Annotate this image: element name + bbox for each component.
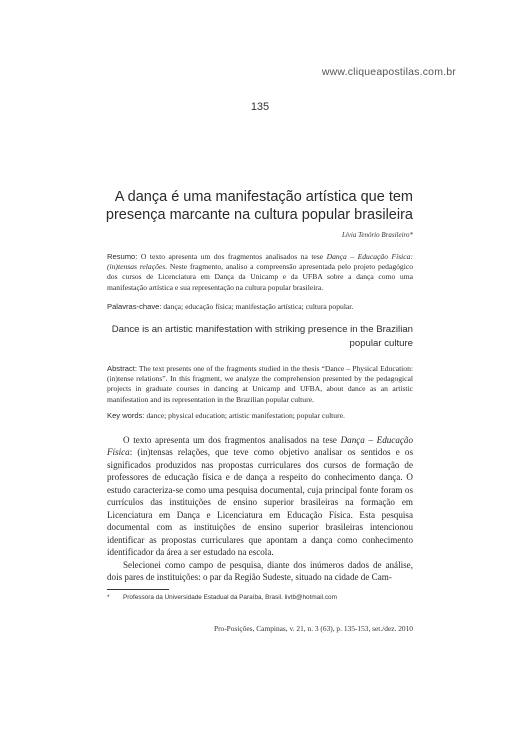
body-p1-rest: : (in)tensas relações, que teve como objetivo analisar os sentidos e os significados produzidos nas propostas curriculares dos cursos de formação de professores de educação física e de dança a respeito do conhecimento dança. O estudo caracteriza-se como uma pesquisa documental, cuja principal fonte foram os currículos das instituições de ensino superior brasileiras na formação em Licenciatura em Dança e Licenciatura em Educação Física. Esta pesquisa documental com as instituições de ensino superior brasileiras intencionou identificar as propostas curriculares que apontam a dança como conhecimento identificador da área a ser estudado na escola. xyxy=(107,447,413,558)
footnote-text: Professora da Universidade Estadual da Paraíba, Brasil. livtb@hotmail.com xyxy=(123,594,337,601)
resumo-block xyxy=(107,252,413,293)
footnote-rule xyxy=(107,589,169,590)
body-paragraph-2: Selecionei como campo de pesquisa, diante dos inúmeros dados de análise, dois pares de instituições: o par da Região Sudeste, situado na cidade de Cam- xyxy=(107,559,413,582)
body-p1-start: O texto apresenta um dos fragmentos analisados na tese xyxy=(123,435,341,445)
palavras-chave-text: dança; educação física; manifestação artística; cultura popular. xyxy=(161,302,354,311)
body-paragraph-1 xyxy=(107,434,413,559)
footnote-marker: * xyxy=(107,594,110,601)
page-number: 135 xyxy=(250,101,270,113)
palavras-chave-block xyxy=(107,302,413,312)
footnote xyxy=(107,594,413,601)
abstract-block xyxy=(107,364,413,405)
keywords-block xyxy=(107,411,413,421)
site-url[interactable]: www.cliqueapostilas.com.br xyxy=(321,66,456,78)
body-p1-thesis-title: Dança – Educação Física xyxy=(107,435,414,458)
article-title-en: Dance is an artistic manifestation with striking presence in the Brazilian popular culture xyxy=(111,324,413,349)
keywords-label: Key words: xyxy=(107,411,145,420)
article-title-pt: A dança é uma manifestação artística que tem presença marcante na cultura popular brasileira xyxy=(105,189,413,223)
abstract-text: The text presents one of the fragments studied in the thesis “Dance – Physical Education: (in)tense relations”. In this fragment, we analyze the comprehension presented by the pedagogical projects in graduate courses in dancing at Unicamp and UFBA, about dance as an artistic manifestation and its representation in the Brazilian popular culture. xyxy=(107,364,413,404)
resumo-label: Resumo: xyxy=(107,252,138,261)
author-name: Lívia Tenório Brasileiro* xyxy=(341,231,413,239)
abstract-label: Abstract: xyxy=(107,364,137,373)
journal-citation: Pro-Posições, Campinas, v. 21, n. 3 (63), p. 135-153, set./dez. 2010 xyxy=(213,624,413,633)
keywords-text: dance; physical education; artistic manifestation; popular culture. xyxy=(144,411,345,420)
resumo-text-1: O texto apresenta um dos fragmentos analisados na tese xyxy=(137,252,327,261)
resumo-text-2: . Neste fragmento, analiso a compreensão apresentada pelo projeto pedagógico dos cursos de Licenciatura em Dança da Unicamp e da UFBA sobre a dança como uma manifestação artística e sua representação na cultura popular brasileira. xyxy=(107,262,413,292)
palavras-chave-label: Palavras-chave: xyxy=(107,302,162,311)
resumo-thesis-title: Dança – Educação Física: (in)tensas relações xyxy=(107,252,413,272)
body-text xyxy=(107,434,413,583)
